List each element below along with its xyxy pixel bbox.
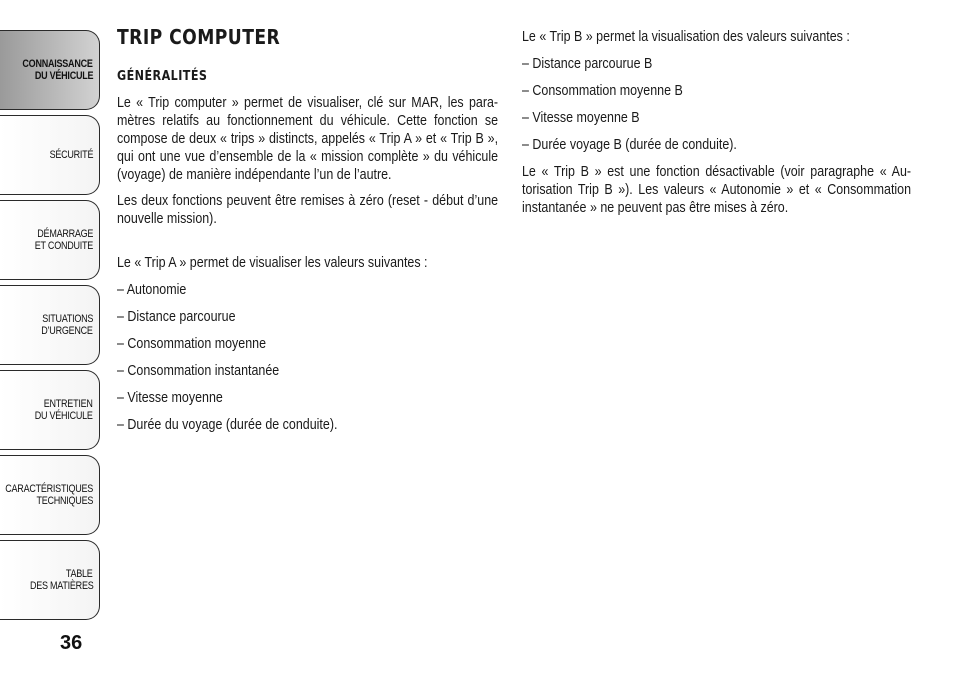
tab-label-line1: SITUATIONS <box>41 313 93 325</box>
tab-label-line2: DES MATIÈRES <box>29 580 93 592</box>
trip-b-paragraph: Le « Trip B » est une fonction désactivable (voir paragraphe « Autorisation Trip B »). Les valeurs « Autonomie » et « Consommation instantanée » ne peuvent pas être mises à zéro. <box>522 164 912 216</box>
tab-label-line2: SÉCURITÉ <box>49 149 93 161</box>
intro-paragraph: Le « Trip computer » permet de visualiser, clé sur MAR, les paramètres relatifs au fonctionnement du véhicule. Cette fonction se compose de deux « trips » distincts, appelés « Trip A » et « Trip B », qui ont une vue d’ensemble de la « mission complète » du véhicule (voyage) de manière indépendante l’un de l’autre. <box>117 95 499 183</box>
list-item: – Distance parcourue <box>117 309 236 325</box>
tab-securite[interactable] <box>0 115 100 195</box>
list-item: – Distance parcourue B <box>522 56 653 72</box>
tab-demarrage-et-conduite[interactable] <box>0 200 100 280</box>
tab-table-des-matieres[interactable] <box>0 540 100 620</box>
tab-situations-d-urgence[interactable] <box>0 285 100 365</box>
tab-label-line1: TABLE <box>66 568 93 580</box>
list-item: – Durée du voyage (durée de conduite). <box>117 417 338 433</box>
tab-label-line2: ET CONDUITE <box>34 240 93 252</box>
reset-paragraph: Les deux fonctions peuvent être remises à zéro (reset - début d’une nouvelle mission). <box>117 193 499 227</box>
page-number: 36 <box>60 632 83 654</box>
list-item: – Vitesse moyenne B <box>522 110 640 126</box>
list-item: – Autonomie <box>117 282 187 298</box>
left-column <box>117 25 499 443</box>
list-item: – Consommation moyenne B <box>522 83 683 99</box>
tab-label-line2: TECHNIQUES <box>36 495 93 507</box>
tab-label-line1: CARACTÉRISTIQUES <box>5 483 93 495</box>
tab-entretien-du-vehicule[interactable] <box>0 370 100 450</box>
tab-label-line2: DU VÉHICULE <box>34 70 93 82</box>
trip-a-intro: Le « Trip A » permet de visualiser les valeurs suivantes : <box>117 255 428 271</box>
tab-caracteristiques-techniques[interactable] <box>0 455 100 535</box>
list-item: – Durée voyage B (durée de conduite). <box>522 137 737 153</box>
tab-label-line2: D’URGENCE <box>41 325 93 337</box>
section-title: TRIP COMPUTER <box>117 25 281 49</box>
section-subtitle: GÉNÉRALITÉS <box>117 69 208 84</box>
tab-connaissance-du-vehicule[interactable] <box>0 30 100 110</box>
tab-label-line1: ENTRETIEN <box>44 398 93 410</box>
tab-label-line2: DU VÉHICULE <box>35 410 93 422</box>
list-item: – Consommation moyenne <box>117 336 267 352</box>
list-item: – Vitesse moyenne <box>117 390 223 406</box>
list-item: – Consommation instantanée <box>117 363 280 379</box>
trip-b-intro: Le « Trip B » permet la visualisation des valeurs suivantes : <box>522 29 850 45</box>
right-column <box>522 28 912 225</box>
tab-label-line1: DÉMARRAGE <box>37 228 93 240</box>
tab-label-line1: CONNAISSANCE <box>22 58 93 70</box>
